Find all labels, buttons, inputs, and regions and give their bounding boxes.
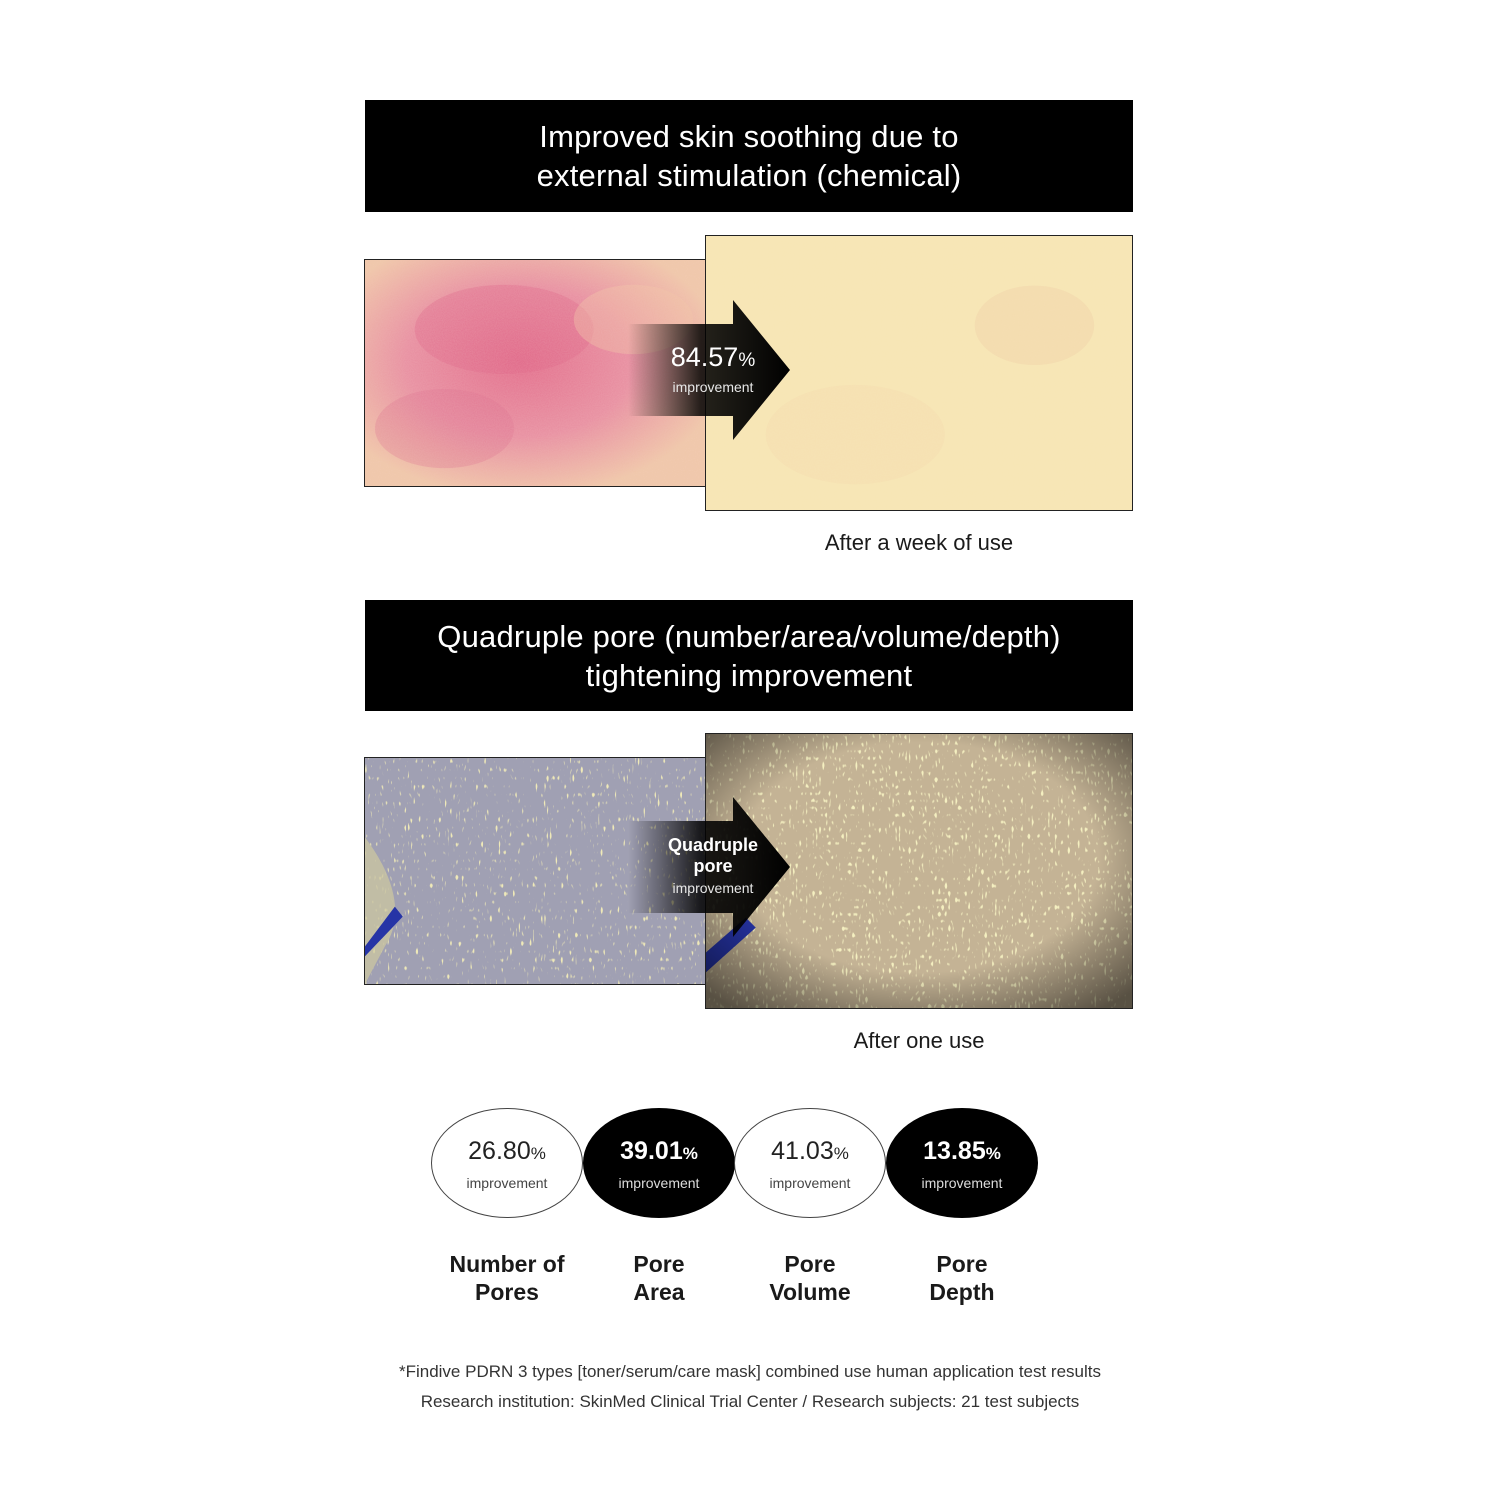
stat-number-of-pores [431, 1108, 583, 1305]
soothing-improvement-label: improvement [672, 379, 754, 395]
stat-oval [734, 1108, 886, 1218]
footnote-research-info: Research institution: SkinMed Clinical Trial Center / Research subjects: 21 test subjects [420, 1392, 1080, 1411]
pore-badge-line1: Quadruple [667, 835, 758, 855]
pore-title-line1: Quadruple pore (number/area/volume/depth) [437, 618, 1061, 654]
pore-title-line2: tightening improvement [585, 657, 913, 693]
stat-value: 26.80% [468, 1136, 546, 1165]
soothing-title-line1: Improved skin soothing due to [539, 119, 959, 154]
stat-name: Pore Area [633, 1251, 685, 1305]
stat-label: improvement [921, 1174, 1003, 1191]
pore-improvement-arrow [628, 797, 790, 937]
stat-oval [583, 1108, 735, 1218]
soothing-title-line2: external stimulation (chemical) [536, 158, 962, 193]
stat-value: 41.03% [771, 1136, 849, 1165]
soothing-improvement-value: 84.57% [670, 342, 756, 372]
stat-pore-depth [886, 1108, 1038, 1305]
soothing-caption: After a week of use [824, 530, 1014, 555]
stat-oval [886, 1108, 1038, 1218]
pore-caption: After one use [853, 1028, 985, 1053]
stat-label: improvement [466, 1174, 548, 1191]
stat-label: improvement [618, 1174, 700, 1191]
soothing-improvement-arrow [628, 300, 790, 440]
stat-name: Pore Depth [929, 1251, 995, 1305]
footnote-test-results: *Findive PDRN 3 types [toner/serum/care mask] combined use human application test results [398, 1362, 1102, 1381]
soothing-title-banner [365, 100, 1133, 212]
stat-name: Number of Pores [449, 1251, 565, 1305]
stat-pore-volume [734, 1108, 886, 1305]
stat-value: 13.85% [923, 1136, 1001, 1165]
stat-value: 39.01% [620, 1136, 698, 1165]
stat-oval [431, 1108, 583, 1218]
stat-name: Pore Volume [769, 1251, 851, 1305]
stat-label: improvement [769, 1174, 851, 1191]
pore-badge-line2: pore [693, 856, 733, 876]
pore-badge-label: improvement [672, 880, 754, 896]
stat-pore-area [583, 1108, 735, 1305]
pore-title-banner [365, 600, 1133, 711]
